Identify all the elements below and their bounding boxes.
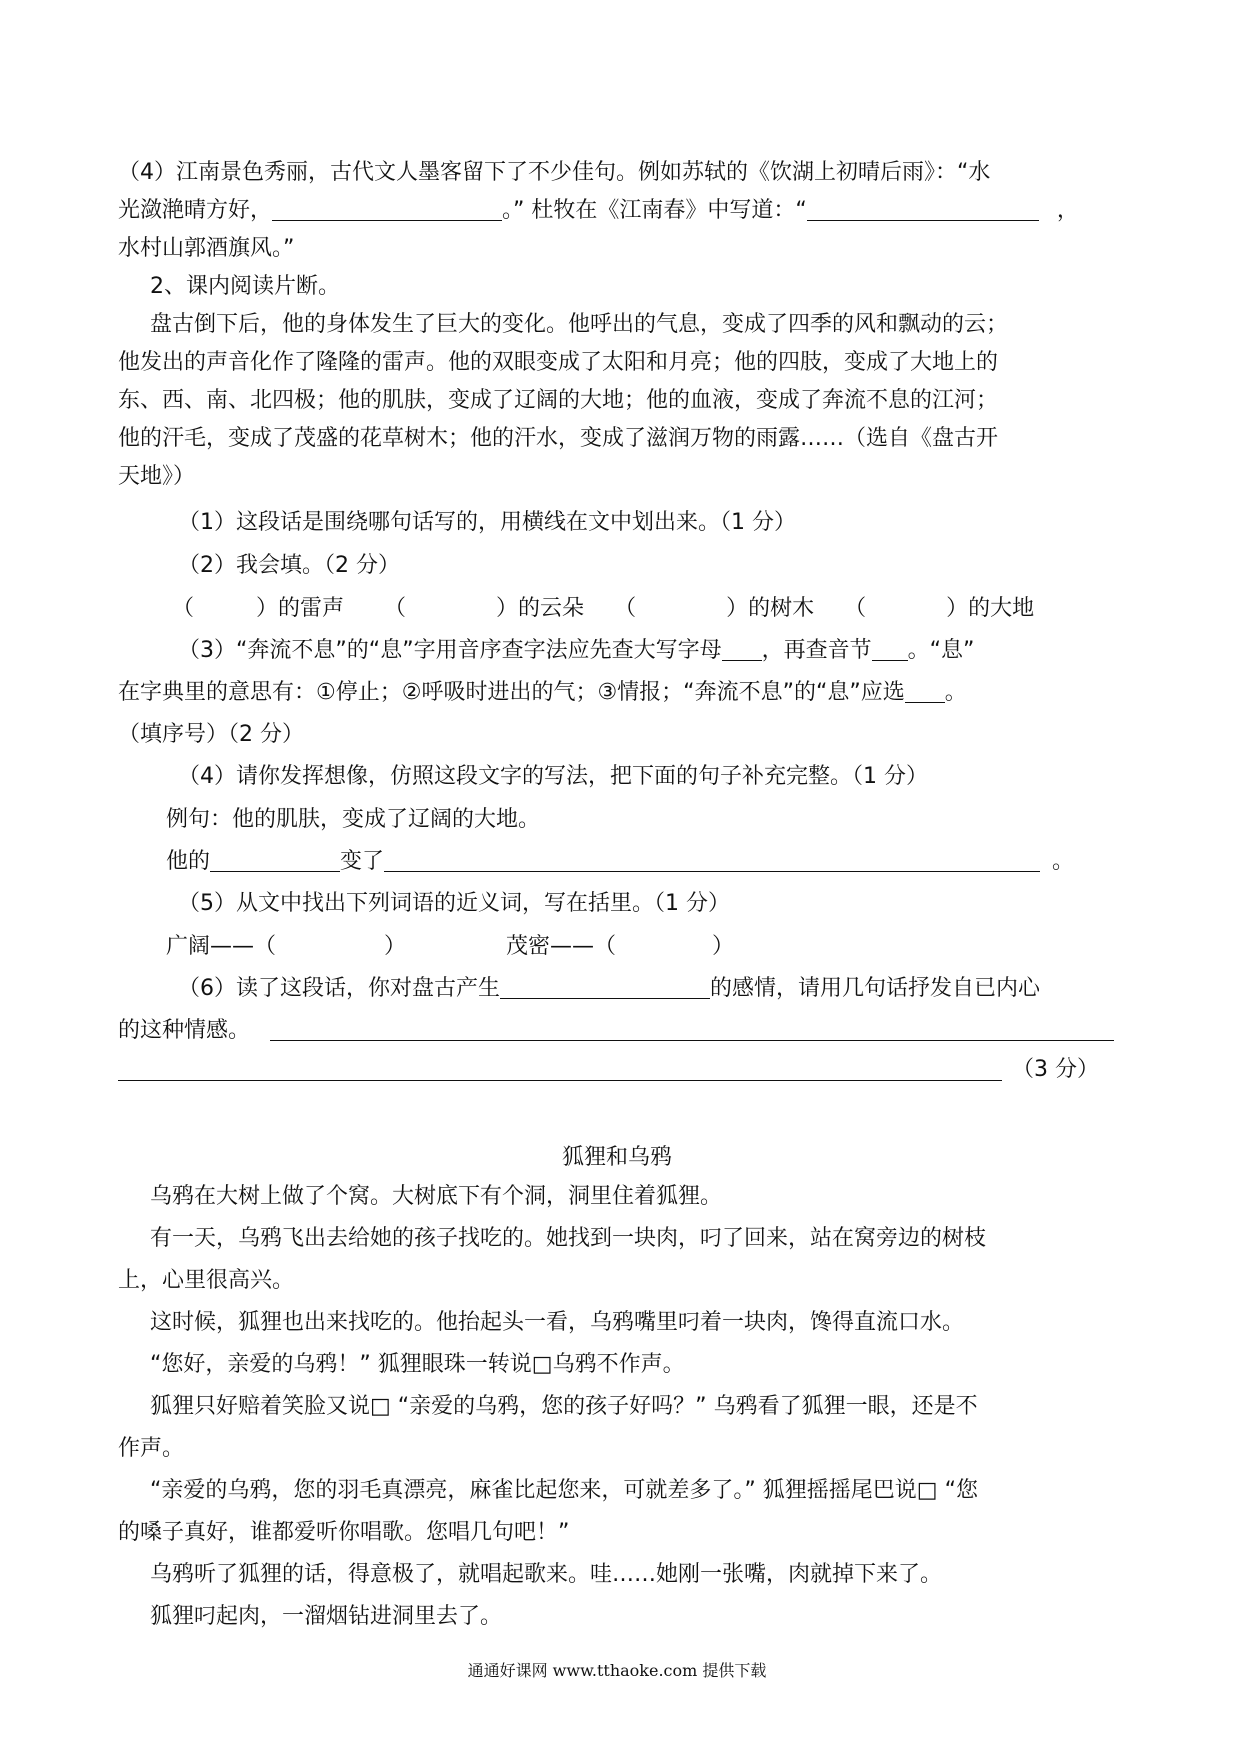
question-5: （5）从文中找出下列词语的近义词，写在括里。（1 分） (178, 891, 730, 916)
story-line-2: 有一天，乌鸦飞出去给她的孩子找吃的。她找到一块肉，叼了回来，站在窝旁边的树枝 (150, 1226, 987, 1251)
question-1: （1）这段话是围绕哪句话写的，用横线在文中划出来。（1 分） (178, 510, 796, 535)
q5-items (166, 927, 1116, 967)
question-6-line-1: （6）读了这段话，你对盘古产生 的感情，请用几句话抒发自已内心 (178, 969, 1118, 1009)
poem-text-b: 。” 杜牧在《江南春》中写道：“ (502, 198, 807, 223)
passage-line-2: 他发出的声音化作了隆隆的雷声。他的双眼变成了太阳和月亮；他的四肢，变成了大地上的 (118, 350, 999, 375)
story-line-9: 的嗓子真好，谁都爱听你唱歌。您唱几句吧！” (118, 1520, 570, 1545)
passage-line-3: 东、西、南、北四极；他的肌肤，变成了辽阔的大地；他的血液，变成了奔流不息的江河； (118, 388, 999, 413)
reading-heading: 2、课内阅读片断。 (150, 274, 340, 299)
q4-blank-result[interactable] (384, 843, 1040, 872)
question-3-line-2: 在字典里的意思有：①停止；②呼吸时进出的气；③情报；“奔流不息”的“息”应选 。 (118, 673, 1118, 713)
q6-answer-line-1[interactable] (270, 1040, 1114, 1041)
story-line-8: “亲爱的乌鸦，您的羽毛真漂亮，麻雀比起您来，可就差多了。” 狐狸摇摇尾巴说□ “您 (150, 1478, 978, 1503)
poem-text-a: 光潋滟晴方好， (118, 198, 273, 223)
q2-item-4[interactable]: （ ）的大地 (844, 596, 1035, 621)
poem-question-line-2 (118, 191, 1118, 231)
q4-fill-line: 他的 变了 。 (166, 842, 1116, 882)
story-line-3: 上，心里很高兴。 (118, 1268, 295, 1293)
poem-blank-1[interactable] (272, 192, 502, 221)
q2-item-3[interactable]: （ ）的树木 (614, 596, 815, 621)
poem-text-c: ， (1056, 198, 1079, 223)
story-line-7: 作声。 (118, 1436, 185, 1461)
question-2: （2）我会填。（2 分） (178, 553, 400, 578)
story-line-5: “您好，亲爱的乌鸦！” 狐狸眼珠一转说□乌鸦不作声。 (150, 1352, 685, 1377)
q2-item-2[interactable]: （ ）的云朵 (384, 596, 585, 621)
poem-blank-2[interactable] (807, 192, 1039, 221)
q6-score: （3 分） (1012, 1057, 1099, 1082)
story-line-1: 乌鸦在大树上做了个窝。大树底下有个洞，洞里住着狐狸。 (150, 1184, 723, 1209)
q5-item-2[interactable]: 茂密——（ ） (506, 934, 735, 959)
poem-question-line-3: 水村山郭酒旗风。” (118, 236, 295, 261)
story-line-6: 狐狸只好赔着笑脸又说□ “亲爱的乌鸦，您的孩子好吗？” 乌鸦看了狐狸一眼，还是不 (150, 1394, 978, 1419)
passage-line-1: 盘古倒下后，他的身体发生了巨大的变化。他呼出的气息，变成了四季的风和飘动的云； (150, 312, 1009, 337)
question-6-line-2: 的这种情感。 (118, 1018, 251, 1043)
q2-item-1[interactable]: （ ）的雷声 (172, 596, 345, 621)
q6-blank-feeling[interactable] (500, 970, 710, 999)
footer-credit: 通通好课网 www.tthaoke.com 提供下载 (467, 1661, 767, 1680)
q5-item-1[interactable]: 广阔——（ ） (166, 934, 407, 959)
poem-question-line-1: （4）江南景色秀丽，古代文人墨客留下了不少佳句。例如苏轼的《饮湖上初晴后雨》：“水 (118, 160, 991, 185)
story-title: 狐狸和乌鸦 (561, 1145, 672, 1170)
question-3-line-1: （3）“奔流不息”的“息”字用音序查字法应先查大写字母 ，再查音节 。“息” (178, 631, 1118, 671)
q6-answer-line-2[interactable] (118, 1080, 1002, 1081)
question-3-line-3: （填序号）（2 分） (118, 722, 304, 747)
q3-blank-letter[interactable] (722, 632, 762, 661)
q2-fill-row (172, 589, 1118, 629)
story-line-11: 狐狸叼起肉，一溜烟钻进洞里去了。 (150, 1604, 503, 1629)
example-sentence: 例句：他的肌肤，变成了辽阔的大地。 (166, 807, 541, 832)
passage-line-5: 天地》） (118, 464, 196, 489)
story-line-10: 乌鸦听了狐狸的话，得意极了，就唱起歌来。哇……她刚一张嘴，肉就掉下来了。 (150, 1562, 943, 1587)
q4-blank-part[interactable] (210, 843, 340, 872)
story-line-4: 这时候，狐狸也出来找吃的。他抬起头一看，乌鸦嘴里叼着一块肉，馋得直流口水。 (150, 1310, 965, 1335)
q3-blank-choice[interactable] (905, 674, 945, 703)
passage-line-4: 他的汗毛，变成了茂盛的花草树木；他的汗水，变成了滋润万物的雨露……（选自《盘古开 (118, 426, 999, 451)
q3-blank-syllable[interactable] (872, 632, 908, 661)
question-4: （4）请你发挥想像，仿照这段文字的写法，把下面的句子补充完整。（1 分） (178, 764, 928, 789)
